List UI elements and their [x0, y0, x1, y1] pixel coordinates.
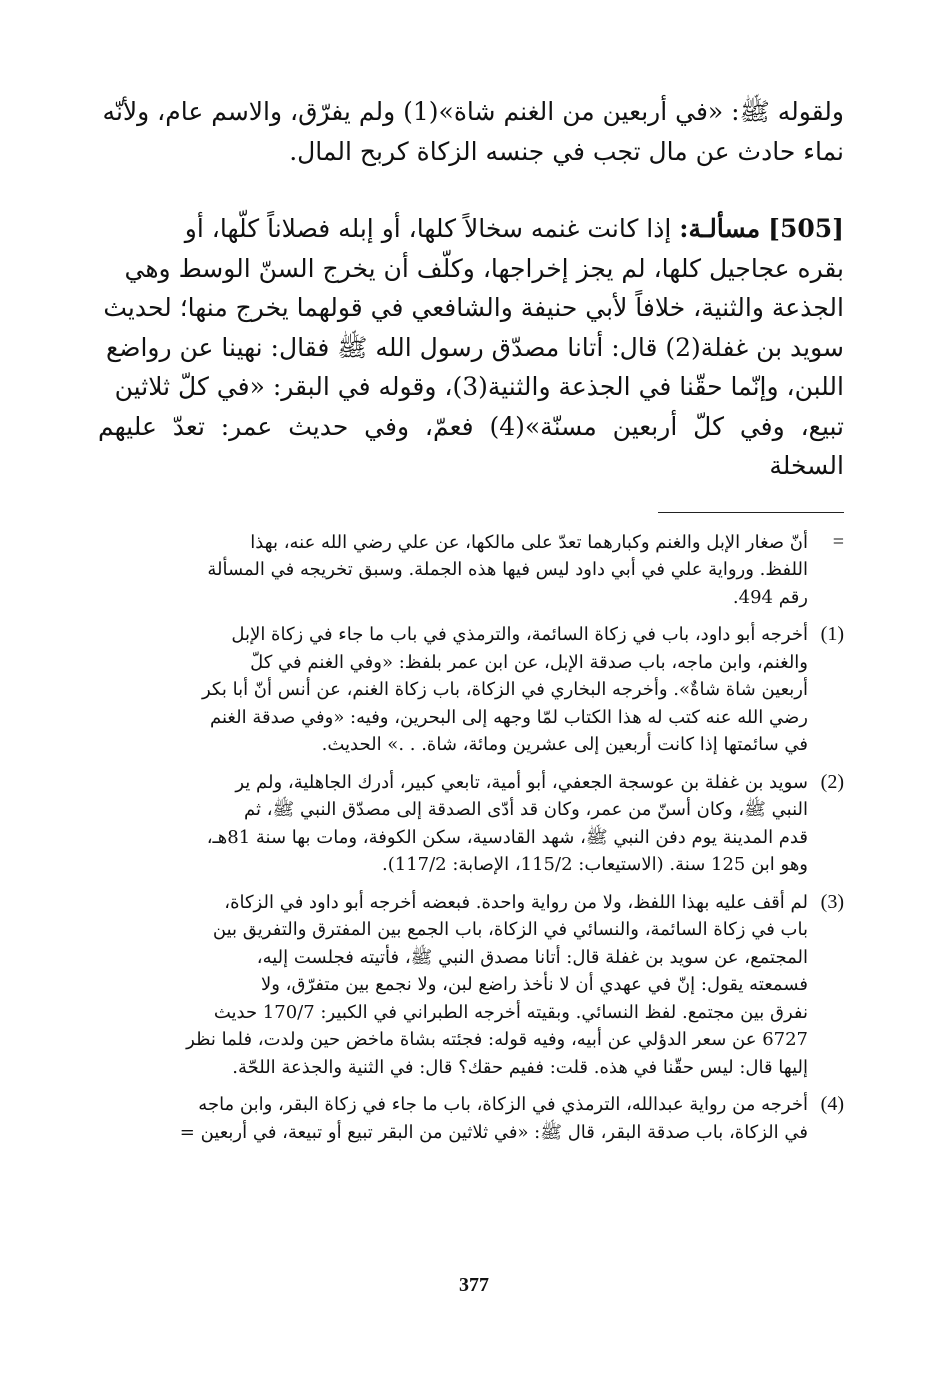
footnote-text [98, 529, 808, 612]
footnote-marker: (2) [820, 770, 844, 793]
issue-line: الجذعة والثنية، خلافاً لأبي حنيفة والشافعي في قولهما يخرج منها؛ لحديث [103, 293, 844, 322]
page-number: 377 [459, 1274, 489, 1296]
issue-number: [505] [768, 214, 844, 243]
footnote-line: سويد بن غفلة بن عوسجة الجعفي، أبو أمية، تابعي كبير، أدرك الجاهلية، ولم ير [235, 771, 808, 793]
footnote-line: المجتمع، عن سويد بن غفلة قال: أتانا مصدق النبي ﷺ، فأتيته فجلست إليه، [256, 946, 808, 968]
footnote-text [98, 889, 808, 1082]
issue-line: تبيع، وفي كلّ أربعين مسنّة»(4) فعمّ، وفي حديث عمر: تعدّ عليهم السخلة [98, 411, 844, 480]
issue-line: سويد بن غفلة(2) قال: أتانا مصدّق رسول الله ﷺ فقال: نهينا عن رواضع [105, 332, 844, 362]
intro-line: نماء حادث عن مال تجب في جنسه الزكاة كربح المال. [289, 136, 844, 166]
footnote-1 [98, 621, 844, 759]
issue-first-line-text: إذا كانت غنمه سخالاً كلها، أو إبله فصلاناً كلّها، أو [184, 214, 672, 243]
footnote-line: 6727 عن سعر الدؤلي عن أبيه، وفيه قوله: فجئته بشاة ماخض حين ولدت، فلما نظر [186, 1029, 808, 1050]
footnote-marker: (3) [820, 890, 844, 913]
footnote-marker: = [832, 530, 844, 553]
footnotes [98, 529, 844, 1147]
footnote-line: أخرجه أبو داود، باب في زكاة السائمة، والترمذي في باب ما جاء في زكاة الإبل [231, 624, 808, 645]
footnote-line: لم أقف عليه بهذا اللفظ، ولا من رواية واحدة. فبعضه أخرجه أبو داود في الزكاة، [224, 891, 808, 913]
issue-line: بقره عجاجيل كلها، لم يجز إخراجها، وكلّف أن يخرج السنّ الوسط وهي [124, 253, 844, 283]
footnote-marker: (4) [820, 1093, 844, 1115]
footnote-line: النبي ﷺ، وكان أسنّ من عمر، وكان قد أدّى الصدقة إلى مصدّق النبي ﷺ، ثم [244, 799, 808, 820]
footnote-line: رقم 494. [732, 586, 808, 608]
footnote-line: نفرق بين مجتمع. لفظ النسائي. وبقيته أخرجه الطبراني في الكبير: 170/7 حديث [213, 1001, 808, 1023]
footnote-2 [98, 769, 844, 879]
footnote-text [98, 621, 808, 759]
footnote-line: وهو ابن 125 سنة. (الاستيعاب: 115/2، الإصابة: 117/2). [382, 854, 808, 875]
issue-line: اللبن، وإنّما حقّنا في الجذعة والثنية(3)، وقوله في البقر: «في كلّ ثلاثين [114, 372, 844, 401]
footnote-line: في سائمتها إذا كانت أربعين إلى عشرين ومائة، شاة. . .» الحديث. [321, 734, 808, 755]
footnote-4 [98, 1091, 844, 1146]
footnote-marker: (1) [820, 623, 844, 645]
footnote-text [98, 1091, 808, 1146]
footnote-separator [658, 512, 844, 513]
page-body [98, 92, 844, 1156]
intro-paragraph [98, 92, 844, 171]
footnote-line: فسمعته يقول: إنّ في عهدي أن لا نأخذ راضع لبن، ولا نجمع بين متفرّق، ولا [261, 974, 808, 995]
footnote-line: رضي الله عنه كتب له هذا الكتاب لمّا وجهه إلى البحرين، وفيه: «وفي صدقة الغنم [210, 706, 808, 728]
issue-first-line [98, 209, 844, 249]
footnote-line: أربعين شاة شاةٌ». وأخرجه البخاري في الزكاة، باب زكاة الغنم، عن أنس أنّ أبا بكر [201, 679, 808, 700]
footnote-line: اللفظ. ورواية علي في أبي داود ليس فيها هذه الجملة. وسبق تخريجه في المسألة [207, 559, 808, 580]
issue-label: مسألـة: [679, 214, 761, 243]
footnote-line: أخرجه من رواية عبدالله، الترمذي في الزكاة، باب ما جاء في زكاة البقر، وابن ماجه [198, 1094, 808, 1115]
footnote-line: باب في زكاة السائمة، والنسائي في الزكاة، باب الجمع بين المفترق والتفريق بين [212, 919, 808, 940]
footnote-3 [98, 889, 844, 1082]
footnote-continued [98, 529, 844, 612]
issue-paragraph [98, 209, 844, 486]
footnote-line: أنّ صغار الإبل والغنم وكبارهما تعدّ على مالكها، عن علي رضي الله عنه، بهذا [250, 531, 808, 553]
footnote-line: والغنم، وابن ماجه، باب صدقة الإبل، عن ابن عمر بلفظ: «وفي الغنم في كلّ [250, 651, 808, 673]
footnote-line: قدم المدينة يوم دفن النبي ﷺ، شهد القادسية، سكن الكوفة، ومات بها سنة 81هـ، [206, 826, 808, 848]
footnote-text [98, 769, 808, 879]
intro-line: ولقوله ﷺ: «في أربعين من الغنم شاة»(1) ولم يفرّق، والاسم عام، ولأنّه [102, 97, 844, 126]
footnote-line: إليها قال: ليس حقّنا في هذه. قلت: ففيم حقك؟ قال: في الثنية والجذعة اللحّة. [232, 1056, 808, 1078]
footnote-line: في الزكاة، باب صدقة البقر، قال ﷺ: «في ثلاثين من البقر تبيع أو تبيعة، في أربعين = [179, 1121, 808, 1143]
